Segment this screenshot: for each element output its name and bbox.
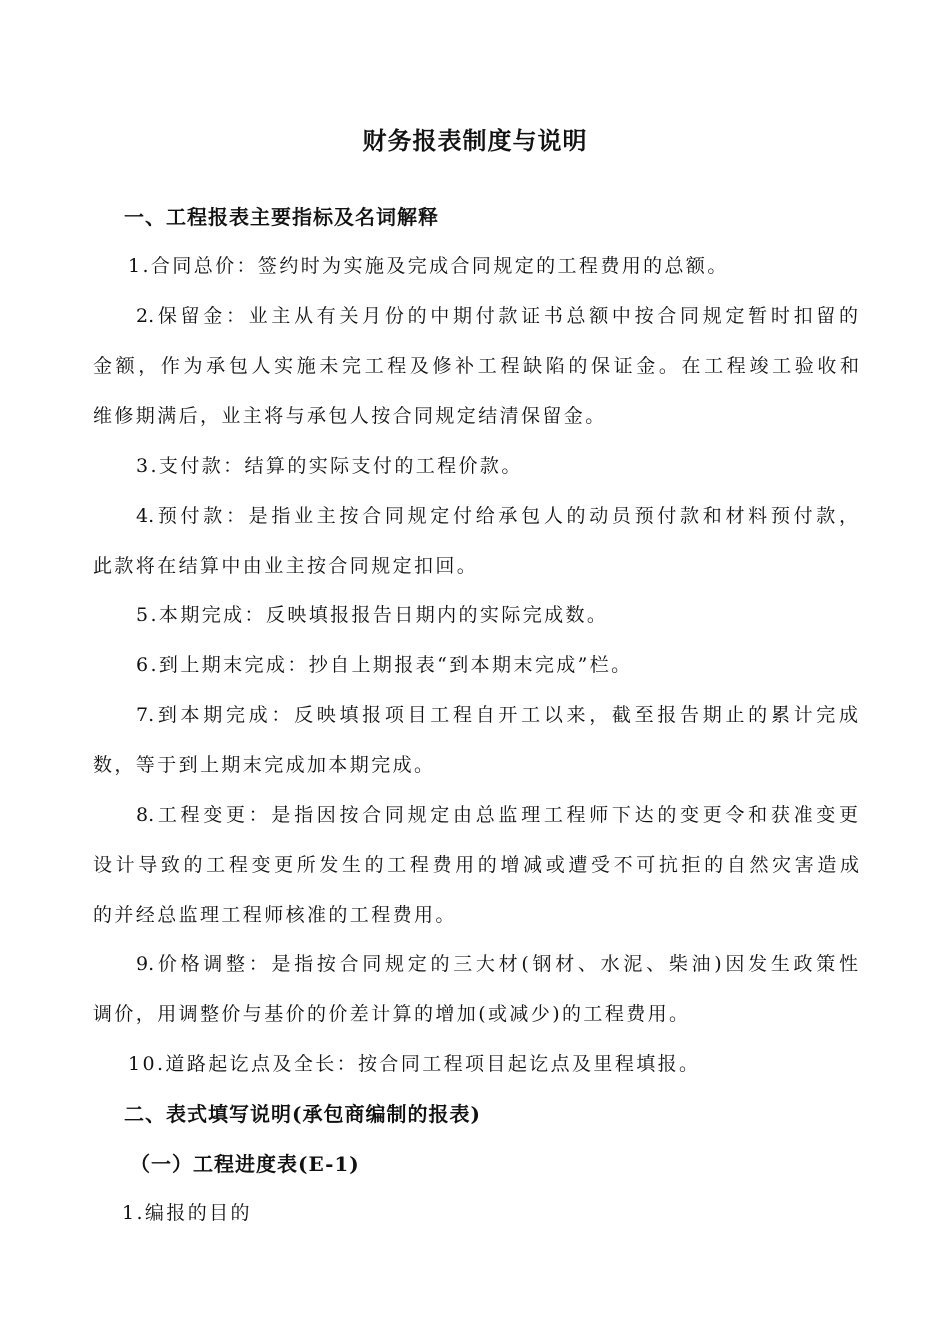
section-1-heading: 一、工程报表主要指标及名词解释 [124, 205, 439, 229]
section-2-item-1: 1.编报的目的 [122, 1202, 252, 1224]
item-8-line-2: 设计导致的工程变更所发生的工程费用的增减或遭受不可抗拒的自然灾害造成 [93, 854, 859, 876]
item-9-line-1: 9.价格调整：是指按合同规定的三大材(钢材、水泥、柴油)因发生政策性 [136, 953, 858, 975]
item-4-line-1: 4.预付款：是指业主按合同规定付给承包人的动员预付款和材料预付款， [136, 505, 858, 527]
item-2-line-2: 金额，作为承包人实施未完工程及修补工程缺陷的保证金。在工程竣工验收和 [93, 355, 859, 377]
item-4-line-2: 此款将在结算中由业主按合同规定扣回。 [93, 555, 479, 577]
item-5-line-1: 5.本期完成：反映填报报告日期内的实际完成数。 [136, 604, 609, 626]
item-3-line-1: 3.支付款：结算的实际支付的工程价款。 [136, 455, 523, 477]
item-7-line-2: 数，等于到上期末完成加本期完成。 [93, 754, 436, 776]
item-6-line-1: 6.到上期末完成：抄自上期报表“到本期末完成”栏。 [136, 654, 633, 676]
item-9-line-2: 调价，用调整价与基价的价差计算的增加(或减少)的工程费用。 [93, 1003, 691, 1025]
item-2-line-1: 2.保留金：业主从有关月份的中期付款证书总额中按合同规定暂时扣留的 [136, 305, 858, 327]
section-2-heading: 二、表式填写说明(承包商编制的报表) [124, 1102, 481, 1126]
item-2-line-3: 维修期满后，业主将与承包人按合同规定结清保留金。 [93, 405, 607, 427]
item-1-line-1: 1.合同总价：签约时为实施及完成合同规定的工程费用的总额。 [128, 255, 729, 277]
item-7-line-1: 7.到本期完成：反映填报项目工程自开工以来，截至报告期止的累计完成 [136, 704, 858, 726]
section-2-subheading: （一）工程进度表(E-1) [130, 1152, 360, 1176]
document-title: 财务报表制度与说明 [362, 126, 588, 155]
item-10-line-1: 10.道路起讫点及全长：按合同工程项目起讫点及里程填报。 [128, 1053, 701, 1075]
item-8-line-1: 8.工程变更：是指因按合同规定由总监理工程师下达的变更令和获准变更 [136, 804, 858, 826]
item-8-line-3: 的并经总监理工程师核准的工程费用。 [93, 904, 457, 926]
